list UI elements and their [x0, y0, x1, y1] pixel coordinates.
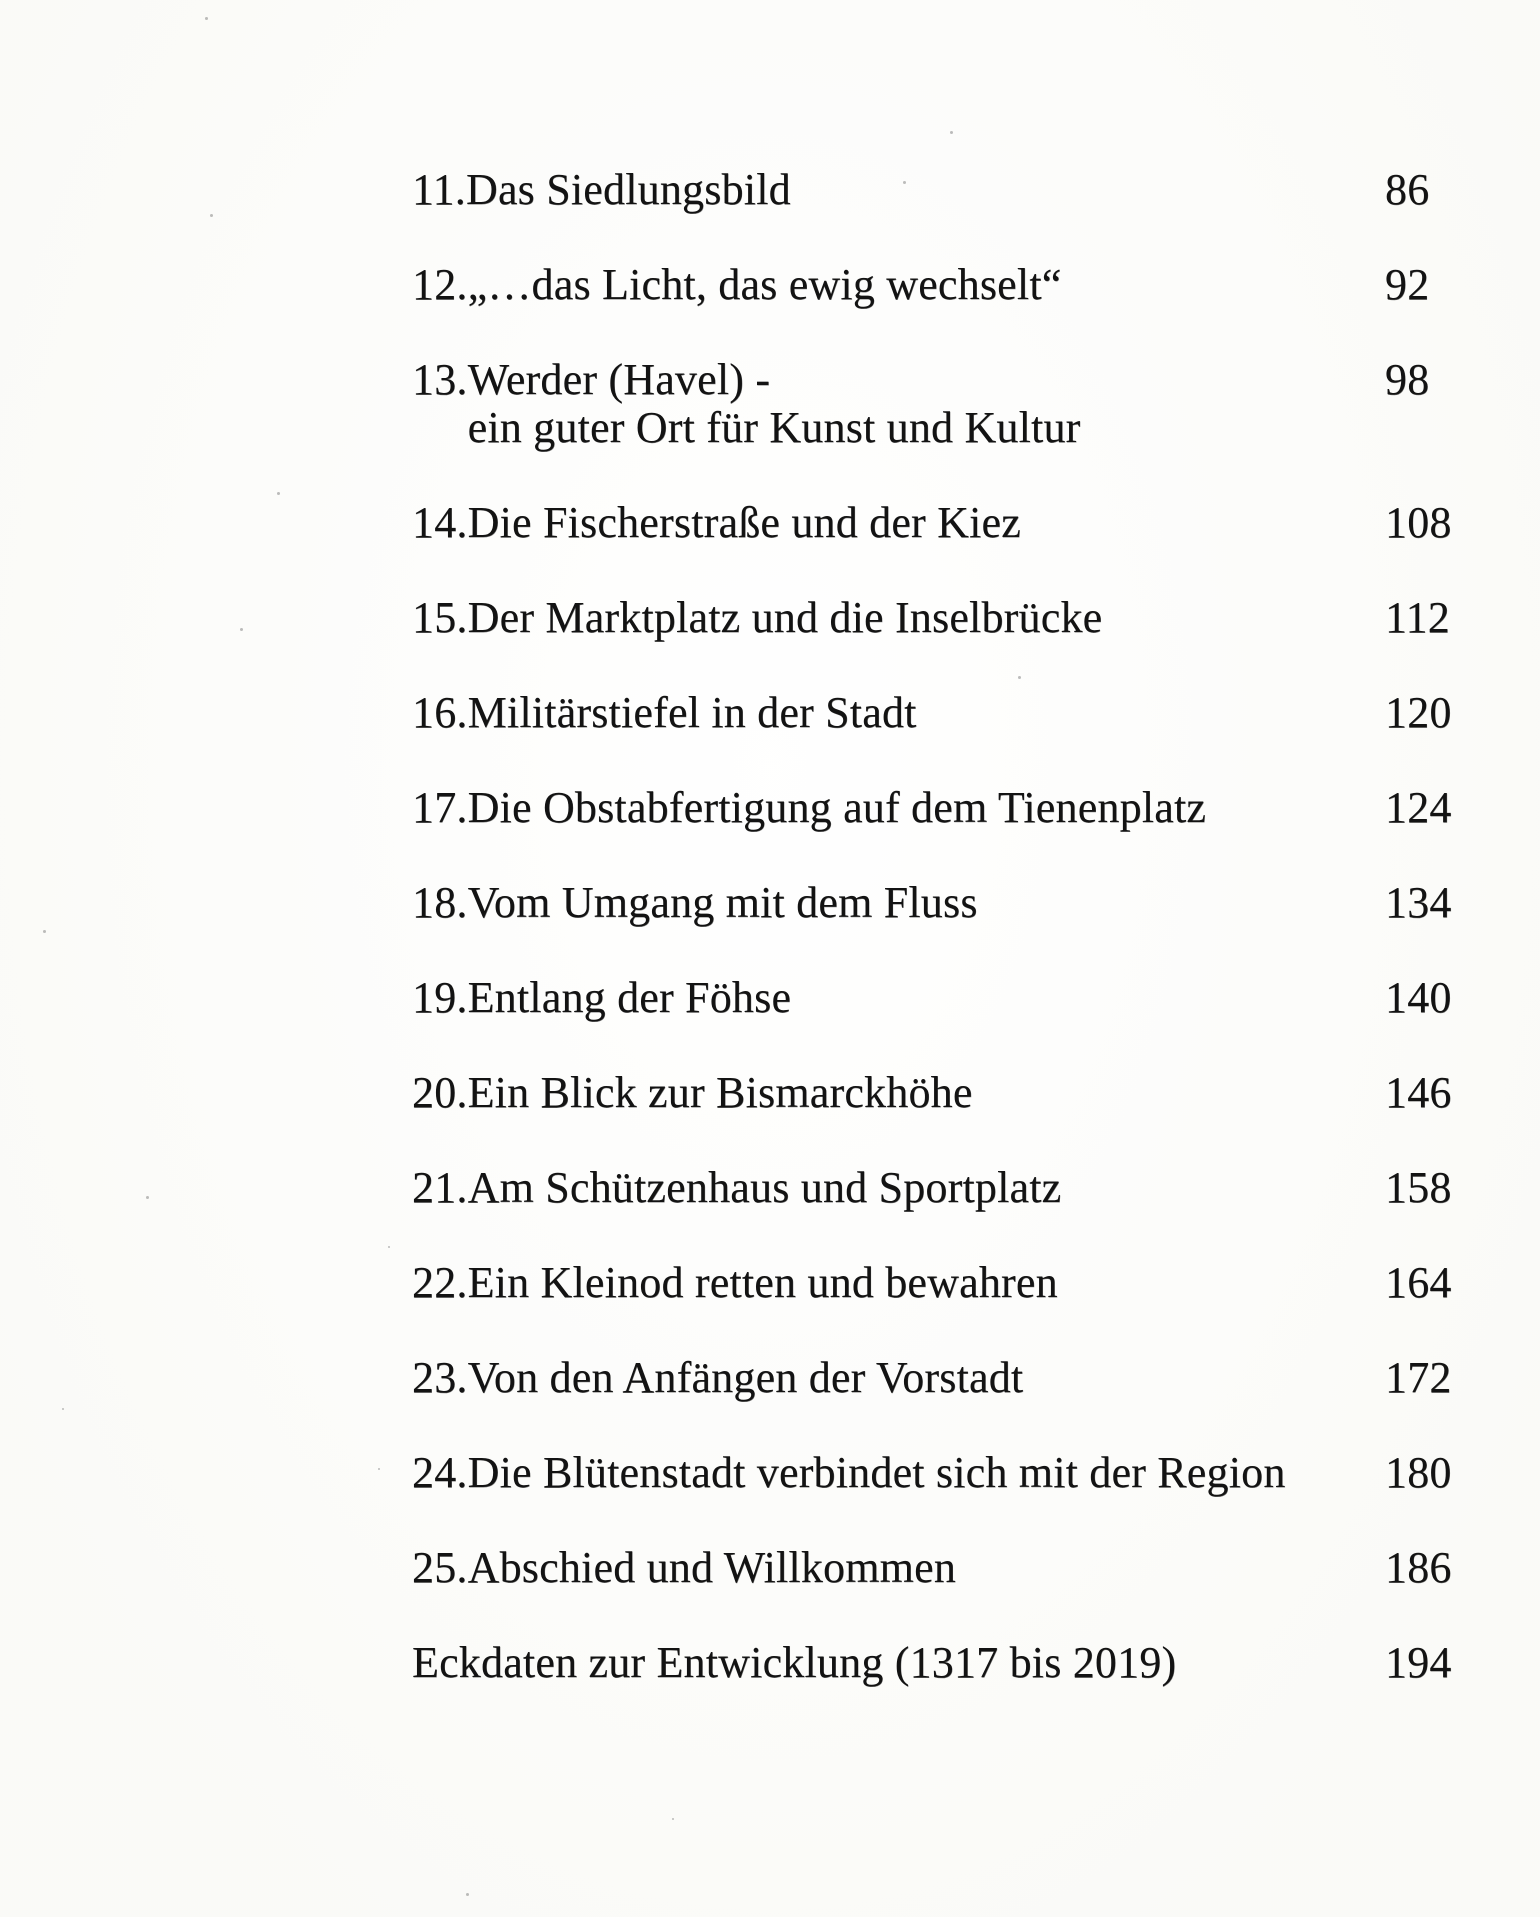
toc-entry [412, 784, 1385, 832]
entry-page-number: 194 [1385, 1638, 1452, 1687]
toc-entry [412, 1544, 1385, 1592]
entry-number: 12. [412, 260, 468, 309]
entry-title: Eckdaten zur Entwicklung (1317 bis 2019) [412, 1638, 1177, 1687]
toc-entry [412, 166, 1385, 214]
entry-number: 18. [412, 878, 468, 927]
toc-row [412, 261, 1475, 309]
toc-entry [412, 1449, 1385, 1497]
entry-number: 24. [412, 1448, 468, 1497]
entry-number: 17. [412, 783, 468, 832]
entry-page-number: 140 [1385, 973, 1452, 1022]
entry-title: Das Siedlungsbild [465, 165, 791, 214]
entry-page-number: 120 [1385, 688, 1452, 737]
entry-title: Der Marktplatz und die Inselbrücke [467, 593, 1103, 642]
entry-title: Ein Blick zur Bismarckhöhe [467, 1068, 973, 1117]
toc-row [412, 1544, 1475, 1592]
toc-row [412, 1069, 1475, 1117]
entry-number: 19. [412, 973, 468, 1022]
entry-title: Von den Anfängen der Vorstadt [467, 1353, 1024, 1402]
toc-entry [412, 689, 1385, 737]
scan-speck [62, 1408, 64, 1410]
scan-speck [43, 930, 46, 933]
entry-page-number: 124 [1385, 783, 1452, 832]
entry-number: 23. [412, 1353, 468, 1402]
scan-speck [388, 1246, 390, 1248]
toc-entry [412, 974, 1385, 1022]
scan-speck [210, 214, 213, 217]
toc-row [412, 166, 1475, 214]
toc-entry [412, 1164, 1385, 1212]
entry-number: 20. [412, 1068, 468, 1117]
entry-page-number: 172 [1385, 1353, 1452, 1402]
entry-number: 21. [412, 1163, 468, 1212]
toc-entry [412, 261, 1385, 309]
entry-title: Am Schützenhaus und Sportplatz [467, 1163, 1062, 1212]
toc-entry [412, 1259, 1385, 1307]
toc-row [412, 594, 1475, 642]
entry-number: 13. [412, 355, 468, 404]
entry-number: 11. [412, 165, 466, 214]
entry-title: Die Obstabfertigung auf dem Tienenplatz [467, 783, 1207, 832]
toc-entry [412, 594, 1385, 642]
entry-page-number: 92 [1385, 260, 1430, 309]
toc-entry [412, 1354, 1385, 1402]
toc-row [412, 499, 1475, 547]
toc-entry [412, 1639, 1385, 1687]
scan-speck [672, 1818, 674, 1820]
entry-title: Werder (Havel) - ein guter Ort für Kunst und Kultur [467, 355, 1081, 452]
toc-entry [412, 356, 1385, 452]
entry-page-number: 158 [1385, 1163, 1452, 1212]
entry-number: 22. [412, 1258, 468, 1307]
entry-number: 15. [412, 593, 468, 642]
scan-speck [240, 628, 243, 631]
scan-speck [205, 17, 208, 20]
entry-page-number: 146 [1385, 1068, 1452, 1117]
toc-entry [412, 879, 1385, 927]
scan-speck [950, 131, 953, 134]
toc-row [412, 356, 1475, 452]
entry-page-number: 164 [1385, 1258, 1452, 1307]
entry-title: Vom Umgang mit dem Fluss [467, 878, 978, 927]
entry-title: Abschied und Willkommen [467, 1543, 957, 1592]
toc-row [412, 689, 1475, 737]
toc-entry [412, 1069, 1385, 1117]
toc-row [412, 1259, 1475, 1307]
toc-row [412, 1354, 1475, 1402]
entry-title: „…das Licht, das ewig wechselt“ [467, 260, 1062, 309]
entry-page-number: 112 [1385, 593, 1450, 642]
table-of-contents [412, 166, 1475, 1687]
entry-page-number: 180 [1385, 1448, 1452, 1497]
entry-page-number: 134 [1385, 878, 1452, 927]
entry-number: 16. [412, 688, 468, 737]
entry-number: 25. [412, 1543, 468, 1592]
entry-title: Die Blütenstadt verbindet sich mit der Region [467, 1448, 1286, 1497]
entry-title: Die Fischerstraße und der Kiez [467, 498, 1021, 547]
toc-entry [412, 499, 1385, 547]
scan-speck [466, 1893, 469, 1896]
toc-row [412, 784, 1475, 832]
toc-row [412, 974, 1475, 1022]
entry-page-number: 186 [1385, 1543, 1452, 1592]
entry-title: Entlang der Föhse [467, 973, 792, 1022]
entry-title: Ein Kleinod retten und bewahren [467, 1258, 1058, 1307]
toc-row [412, 1164, 1475, 1212]
scan-speck [146, 1196, 149, 1199]
scan-speck [277, 492, 280, 495]
entry-page-number: 108 [1385, 498, 1452, 547]
toc-row [412, 1639, 1475, 1687]
entry-page-number: 98 [1385, 355, 1430, 404]
entry-page-number: 86 [1385, 165, 1430, 214]
toc-row [412, 879, 1475, 927]
entry-number: 14. [412, 498, 468, 547]
scan-speck [378, 1468, 380, 1470]
toc-row [412, 1449, 1475, 1497]
entry-title: Militärstiefel in der Stadt [467, 688, 917, 737]
